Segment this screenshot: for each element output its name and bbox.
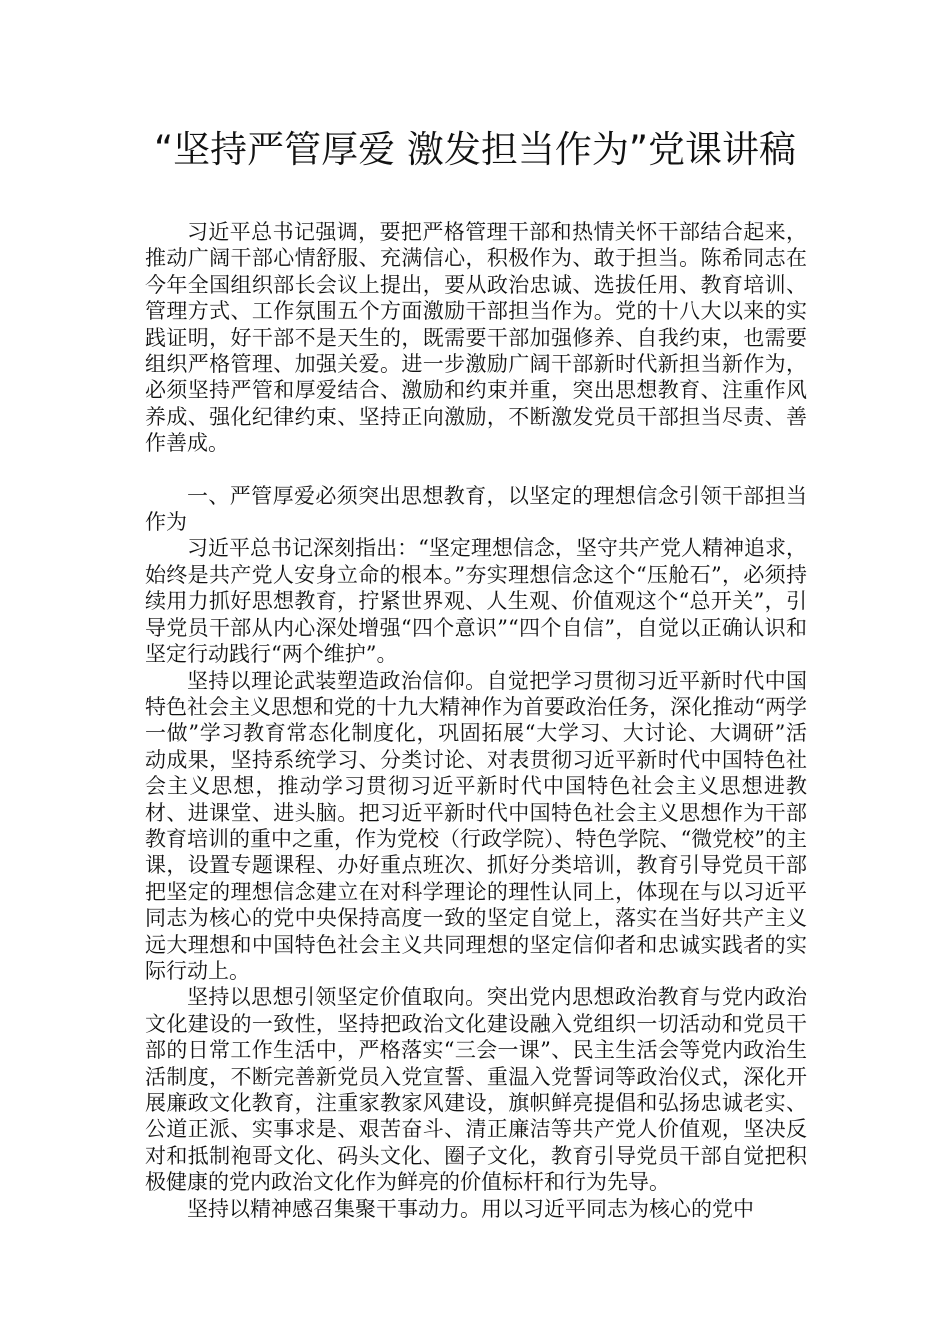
paragraph: 习近平总书记深刻指出：“坚定理想信念，坚守共产党人精神追求，始终是共产党人安身立命的根本。”夯实理想信念这个“压舱石”，必须持续用力抓好思想教育，拧紧世界观、人生观、价值观这个“总开关”，引导党员干部从内心深处增强“四个意识”“四个自信”，自觉以正确认识和坚定行动践行“两个维护”。	[145, 536, 807, 667]
paragraph: 坚持以思想引领坚定价值取向。突出党内思想政治教育与党内政治文化建设的一致性，坚持把政治文化建设融入党组织一切活动和党员干部的日常工作生活中，严格落实“三会一课”、民主生活会等党内政治生活制度，不断完善新党员入党宣誓、重温入党誓词等政治仪式，深化开展廉政文化教育，注重家教家风建设，旗帜鲜亮提倡和弘扬忠诚老实、公道正派、实事求是、艰苦奋斗、清正廉洁等共产党人价值观，坚决反对和抵制袍哥文化、码头文化、圈子文化，教育引导党员干部自觉把积极健康的党内政治文化作为鲜亮的价值标杆和行为先导。	[145, 985, 807, 1195]
section-heading-1: 一、严管厚爱必须突出思想教育，以坚定的理想信念引领干部担当作为	[145, 483, 807, 535]
document-title: “坚持严管厚爱 激发担当作为”党课讲稿	[153, 128, 797, 171]
paragraph: 坚持以精神感召集聚干事动力。用以习近平同志为核心的党中	[187, 1196, 754, 1221]
document-body	[145, 219, 807, 1222]
paragraph-intro: 习近平总书记强调，要把严格管理干部和热情关怀干部结合起来，推动广阔干部心情舒服、充满信心，积极作为、敢于担当。陈希同志在今年全国组织部长会议上提出，要从政治忠诚、选拔任用、教育培训、管理方式、工作氛围五个方面激励干部担当作为。党的十八大以来的实践证明，好干部不是天生的，既需要干部加强修养、自我约束，也需要组织严格管理、加强关爱。进一步激励广阔干部新时代新担当新作为，必须坚持严管和厚爱结合、激励和约束并重，突出思想教育、注重作风养成、强化纪律约束、坚持正向激励，不断激发党员干部担当尽责、善作善成。	[145, 220, 807, 456]
paragraph: 坚持以理论武装塑造政治信仰。自觉把学习贯彻习近平新时代中国特色社会主义思想和党的十九大精神作为首要政治任务，深化推动“两学一做”学习教育常态化制度化，巩固拓展“大学习、大讨论、大调研”活动成果，坚持系统学习、分类讨论、对表贯彻习近平新时代中国特色社会主义思想，推动学习贯彻习近平新时代中国特色社会主义思想进教材、进课堂、进头脑。把习近平新时代中国特色社会主义思想作为干部教育培训的重中之重，作为党校（行政学院）、特色学院、“微党校”的主课，设置专题课程、办好重点班次、抓好分类培训，教育引导党员干部把坚定的理想信念建立在对科学理论的理性认同上，体现在与以习近平同志为核心的党中央保持高度一致的坚定自觉上，落实在当好共产主义远大理想和中国特色社会主义共同理想的坚定信仰者和忠诚实践者的实际行动上。	[145, 668, 807, 983]
